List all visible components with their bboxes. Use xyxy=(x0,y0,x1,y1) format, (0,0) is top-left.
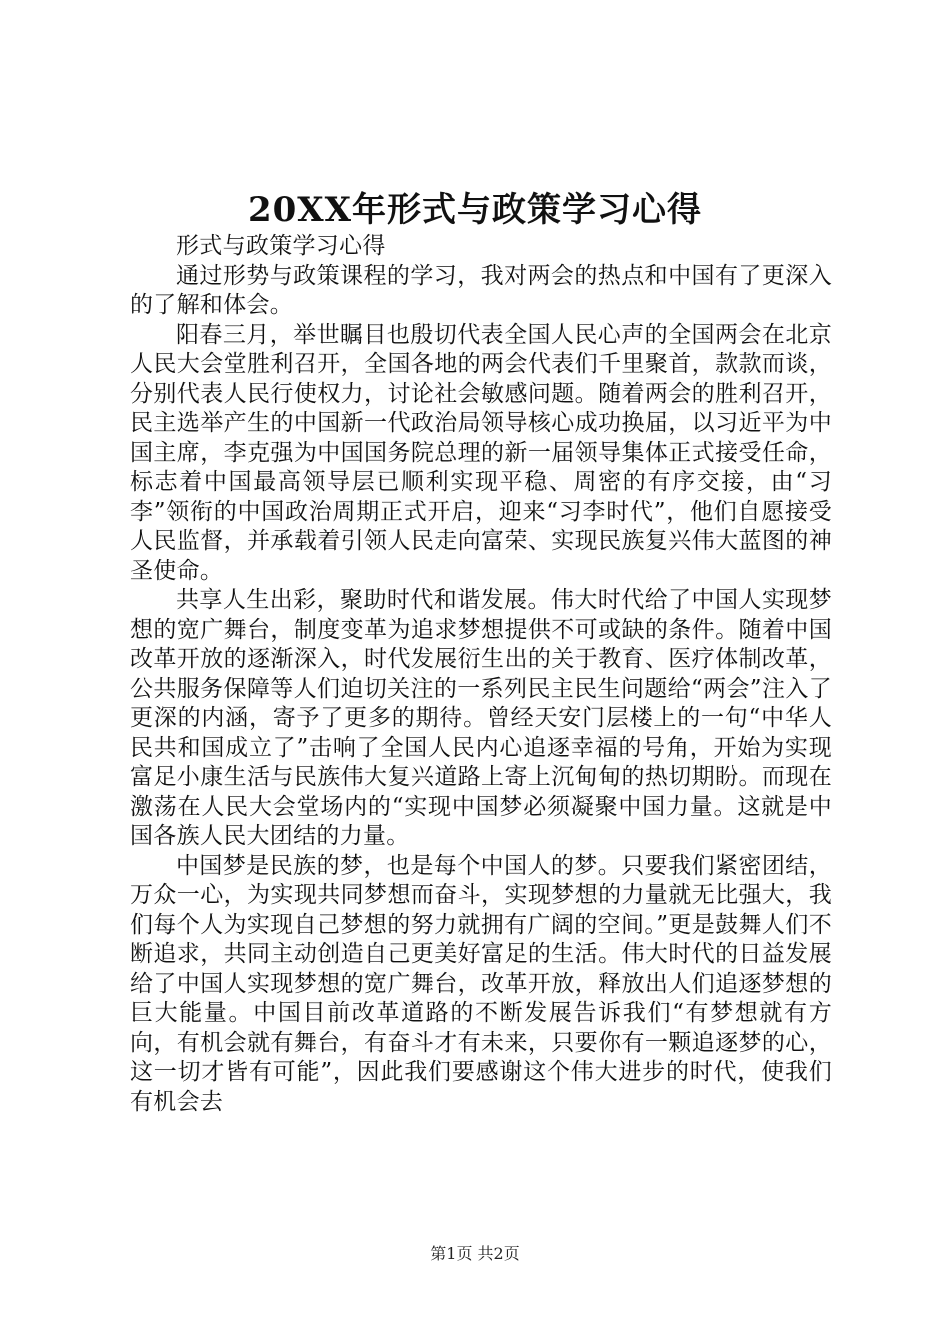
document-body xyxy=(130,232,832,1117)
page-number-footer: 第1页 共2页 xyxy=(430,1244,520,1263)
paragraph: 共享人生出彩，聚助时代和谐发展。伟大时代给了中国人实现梦想的宽广舞台，制度变革为追求梦想提供不可或缺的条件。随着中国改革开放的逐渐深入，时代发展衍生出的关于教育、医疗体制改革，公共服务保障等人们迫切关注的一系列民主民生问题给“两会”注入了更深的内涵，寄予了更多的期待。曾经天安门层楼上的一句“中华人民共和国成立了”击响了全国人民内心追逐幸福的号角，开始为实现富足小康生活与民族伟大复兴道路上寄上沉甸甸的热切期盼。而现在激荡在人民大会堂场内的“实现中国梦必须凝聚中国力量。这就是中国各族人民大团结的力量。 xyxy=(130,587,832,849)
paragraph-subtitle: 形式与政策学习心得 xyxy=(176,233,386,259)
paragraph: 中国梦是民族的梦，也是每个中国人的梦。只要我们紧密团结，万众一心，为实现共同梦想而奋斗，实现梦想的力量就无比强大，我们每个人为实现自己梦想的努力就拥有广阔的空间。”更是鼓舞人们不断追求，共同主动创造自己更美好富足的生活。伟大时代的日益发展给了中国人实现梦想的宽广舞台，改革开放，释放出人们追逐梦想的巨大能量。中国目前改革道路的不断发展告诉我们“有梦想就有方向，有机会就有舞台，有奋斗才有未来，只要你有一颗追逐梦的心，这一切才皆有可能”，因此我们要感谢这个伟大进步的时代，使我们有机会去 xyxy=(130,852,832,1115)
document-title: 20XX年形式与政策学习心得 xyxy=(247,190,703,230)
paragraph: 通过形势与政策课程的学习，我对两会的热点和中国有了更深入的了解和体会。 xyxy=(130,262,832,318)
paragraph: 阳春三月，举世瞩目也殷切代表全国人民心声的全国两会在北京人民大会堂胜利召开，全国各地的两会代表们千里聚首，款款而谈，分别代表人民行使权力，讨论社会敏感问题。随着两会的胜利召开，民主选举产生的中国新一代政治局领导核心成功换届，以习近平为中国主席，李克强为中国国务院总理的新一届领导集体正式接受任命，标志着中国最高领导层已顺利实现平稳、周密的有序交接，由“习李”领衔的中国政治周期正式开启，迎来“习李时代”，他们自愿接受人民监督，并承载着引领人民走向富荣、实现民族复兴伟大蓝图的神圣使命。 xyxy=(130,321,832,584)
